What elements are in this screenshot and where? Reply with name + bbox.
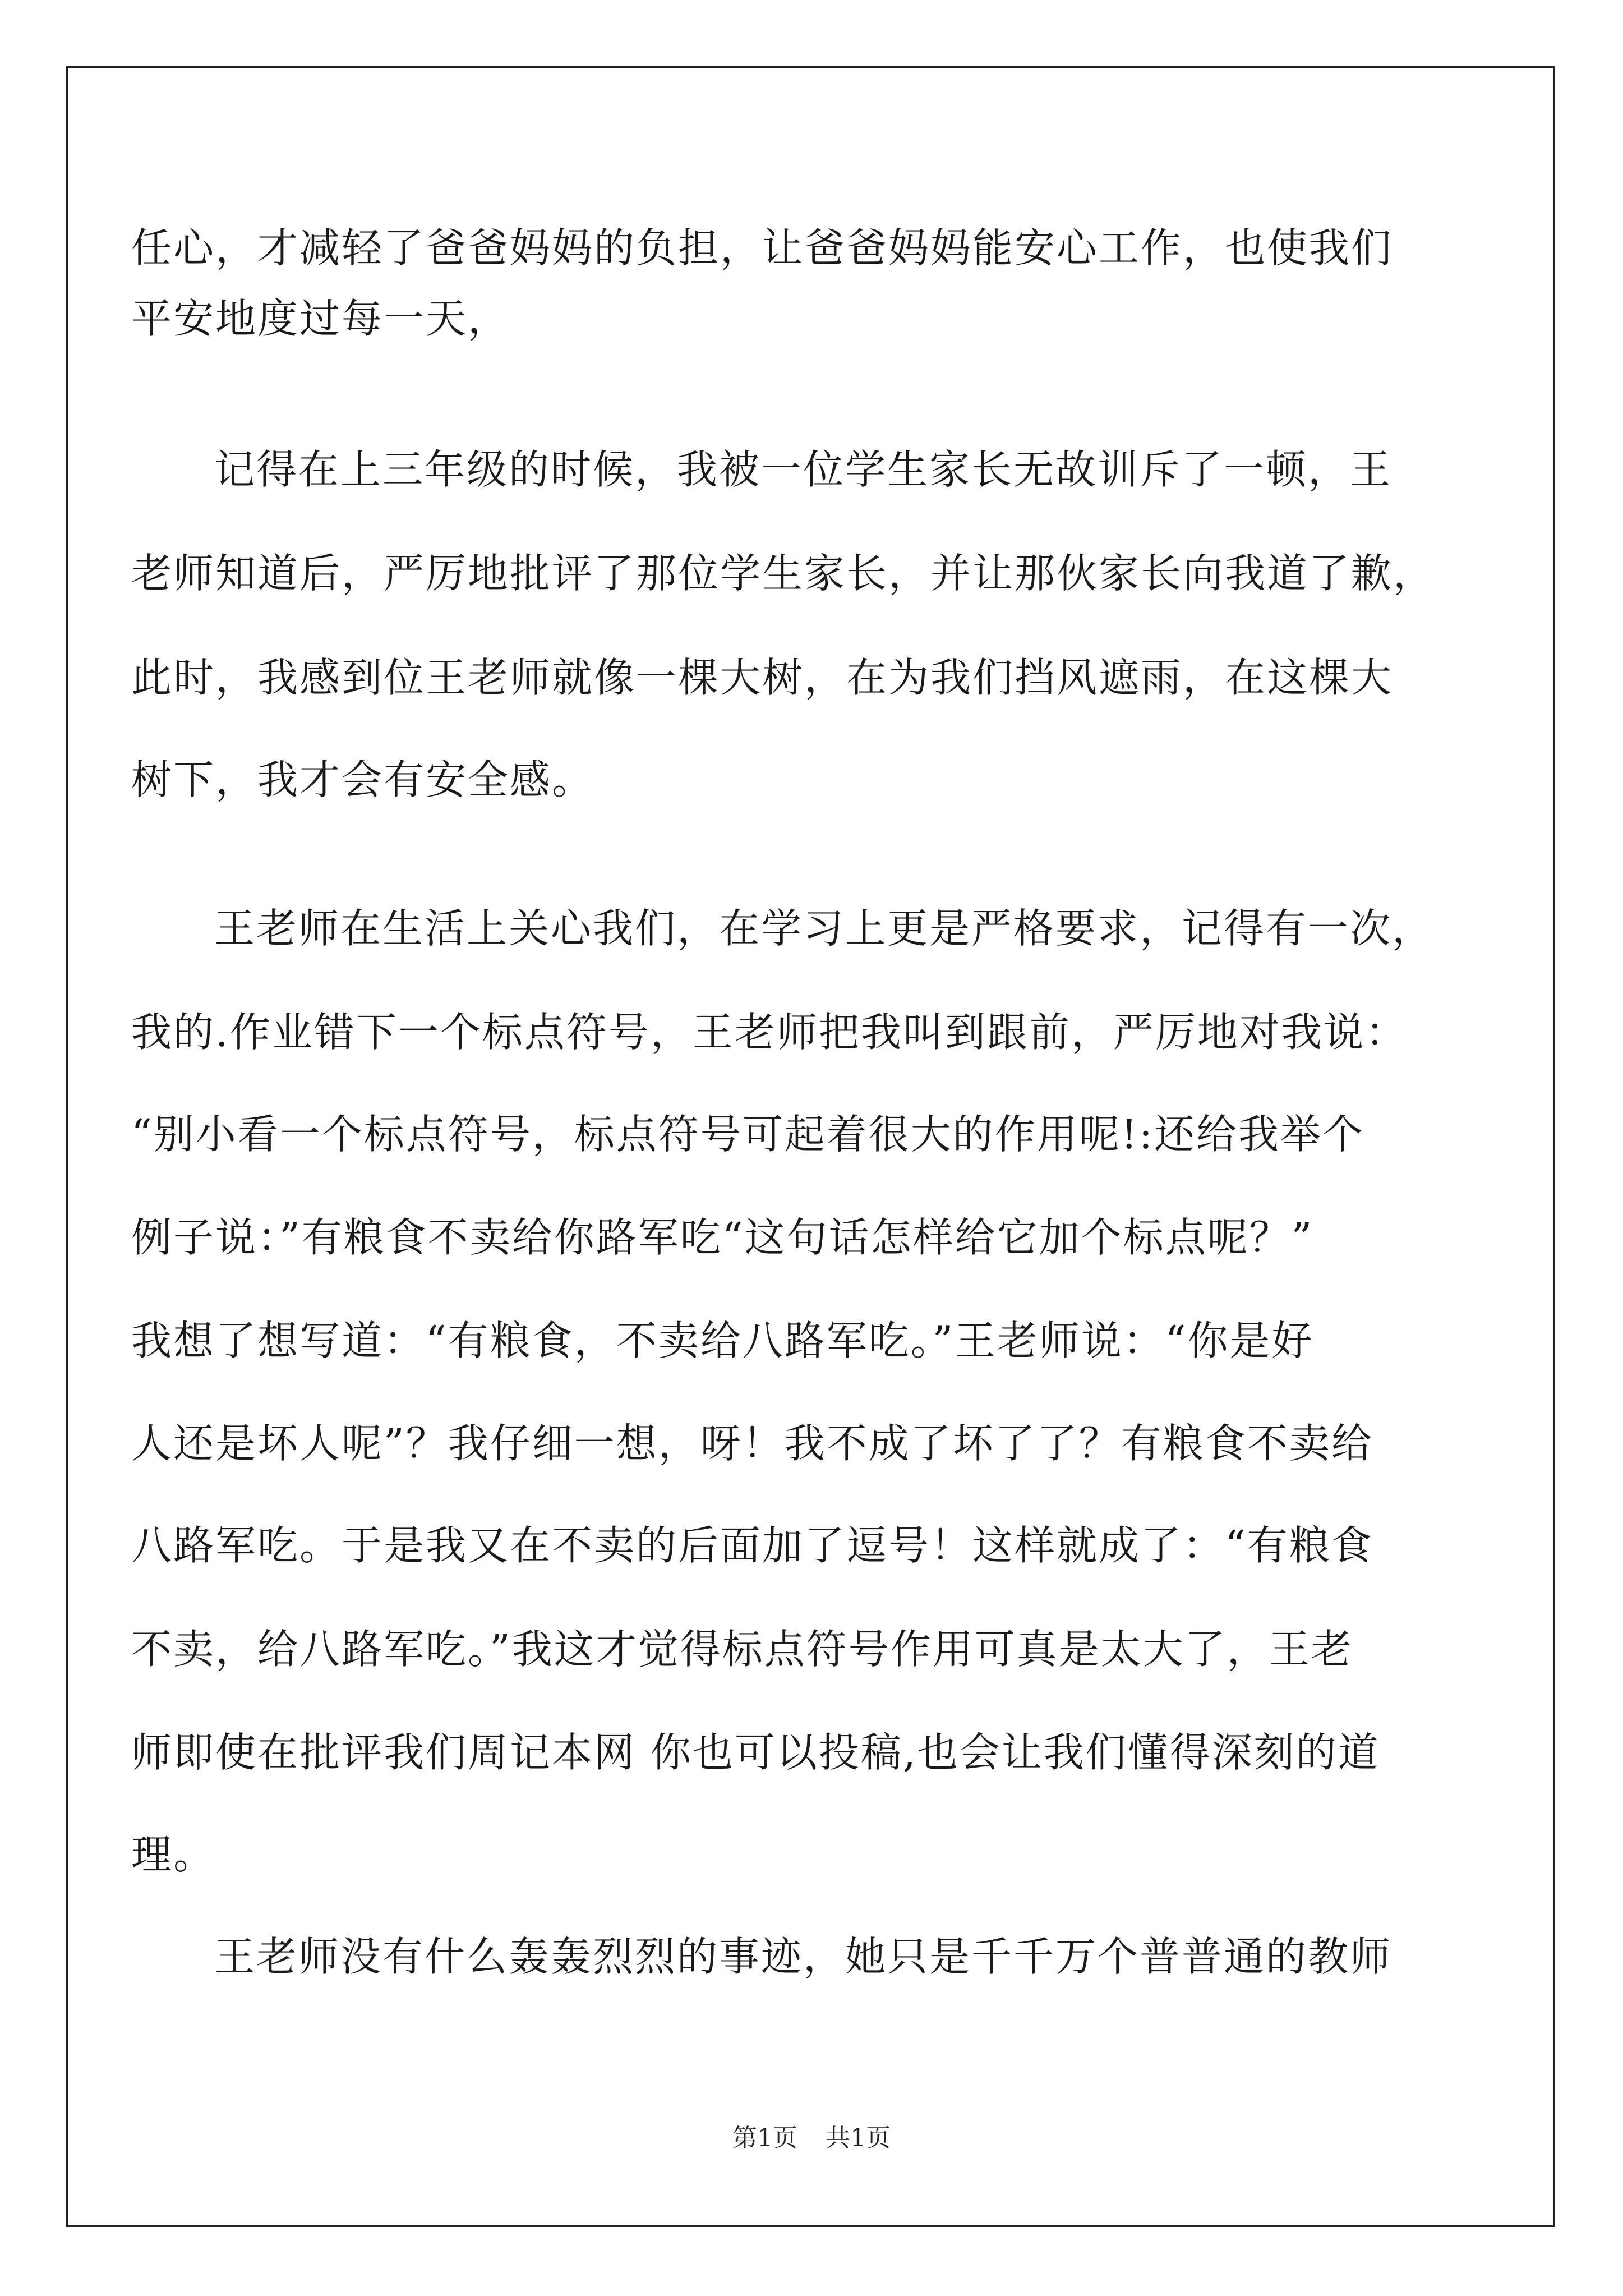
text-line: “别小看一个标点符号，标点符号可起着很大的作用呢!:还给我举个 xyxy=(131,1111,1365,1158)
text-line: 任心，才减轻了爸爸妈妈的负担，让爸爸妈妈能安心工作，也使我们 xyxy=(131,224,1394,272)
text-line: 此时，我感到位王老师就像一棵大树，在为我们挡风遮雨，在这棵大 xyxy=(131,654,1394,701)
page-number-current: 第1页 xyxy=(732,2124,797,2152)
text-line: 树下，我才会有安全感。 xyxy=(131,756,594,803)
page-footer xyxy=(0,2122,1623,2155)
paragraph-start-line: 王老师没有什么轰轰烈烈的事迹，她只是千千万个普普通的教师 xyxy=(214,1933,1393,1980)
text-line: 理。 xyxy=(131,1831,216,1878)
text-line: 例子说：”有粮食不卖给你路军吃“这句话怎样给它加个标点呢？” xyxy=(131,1214,1314,1261)
text-line: 我的.作业错下一个标点符号，王老师把我叫到跟前，严厉地对我说： xyxy=(131,1009,1408,1056)
text-line: 人还是坏人呢”？我仔细一想，呀！我不成了坏了了？有粮食不卖给 xyxy=(131,1420,1373,1467)
text-line: 八路军吃。于是我又在不卖的后面加了逗号！这样就成了：“有粮食 xyxy=(131,1522,1373,1569)
text-line: 师即使在批评我们周记本网 你也可以投稿,也会让我们懂得深刻的道 xyxy=(131,1729,1380,1776)
paragraph-start-line: 记得在上三年级的时候，我被一位学生家长无故训斥了一顿，王 xyxy=(214,446,1393,493)
paragraph-start-line: 王老师在生活上关心我们，在学习上更是严格要求，记得有一次， xyxy=(214,905,1435,952)
text-line: 不卖，给八路军吃。”我这才觉得标点符号作用可真是太大了，王老 xyxy=(131,1626,1353,1673)
text-line: 我想了想写道：“有粮食，不卖给八路军吃。”王老师说：“你是好 xyxy=(131,1317,1314,1364)
page-number-total: 共1页 xyxy=(826,2124,891,2152)
text-line: 平安地度过每一天， xyxy=(131,295,510,342)
text-line: 老师知道后，严厉地批评了那位学生家长，并让那伙家长向我道了歉， xyxy=(131,550,1436,597)
